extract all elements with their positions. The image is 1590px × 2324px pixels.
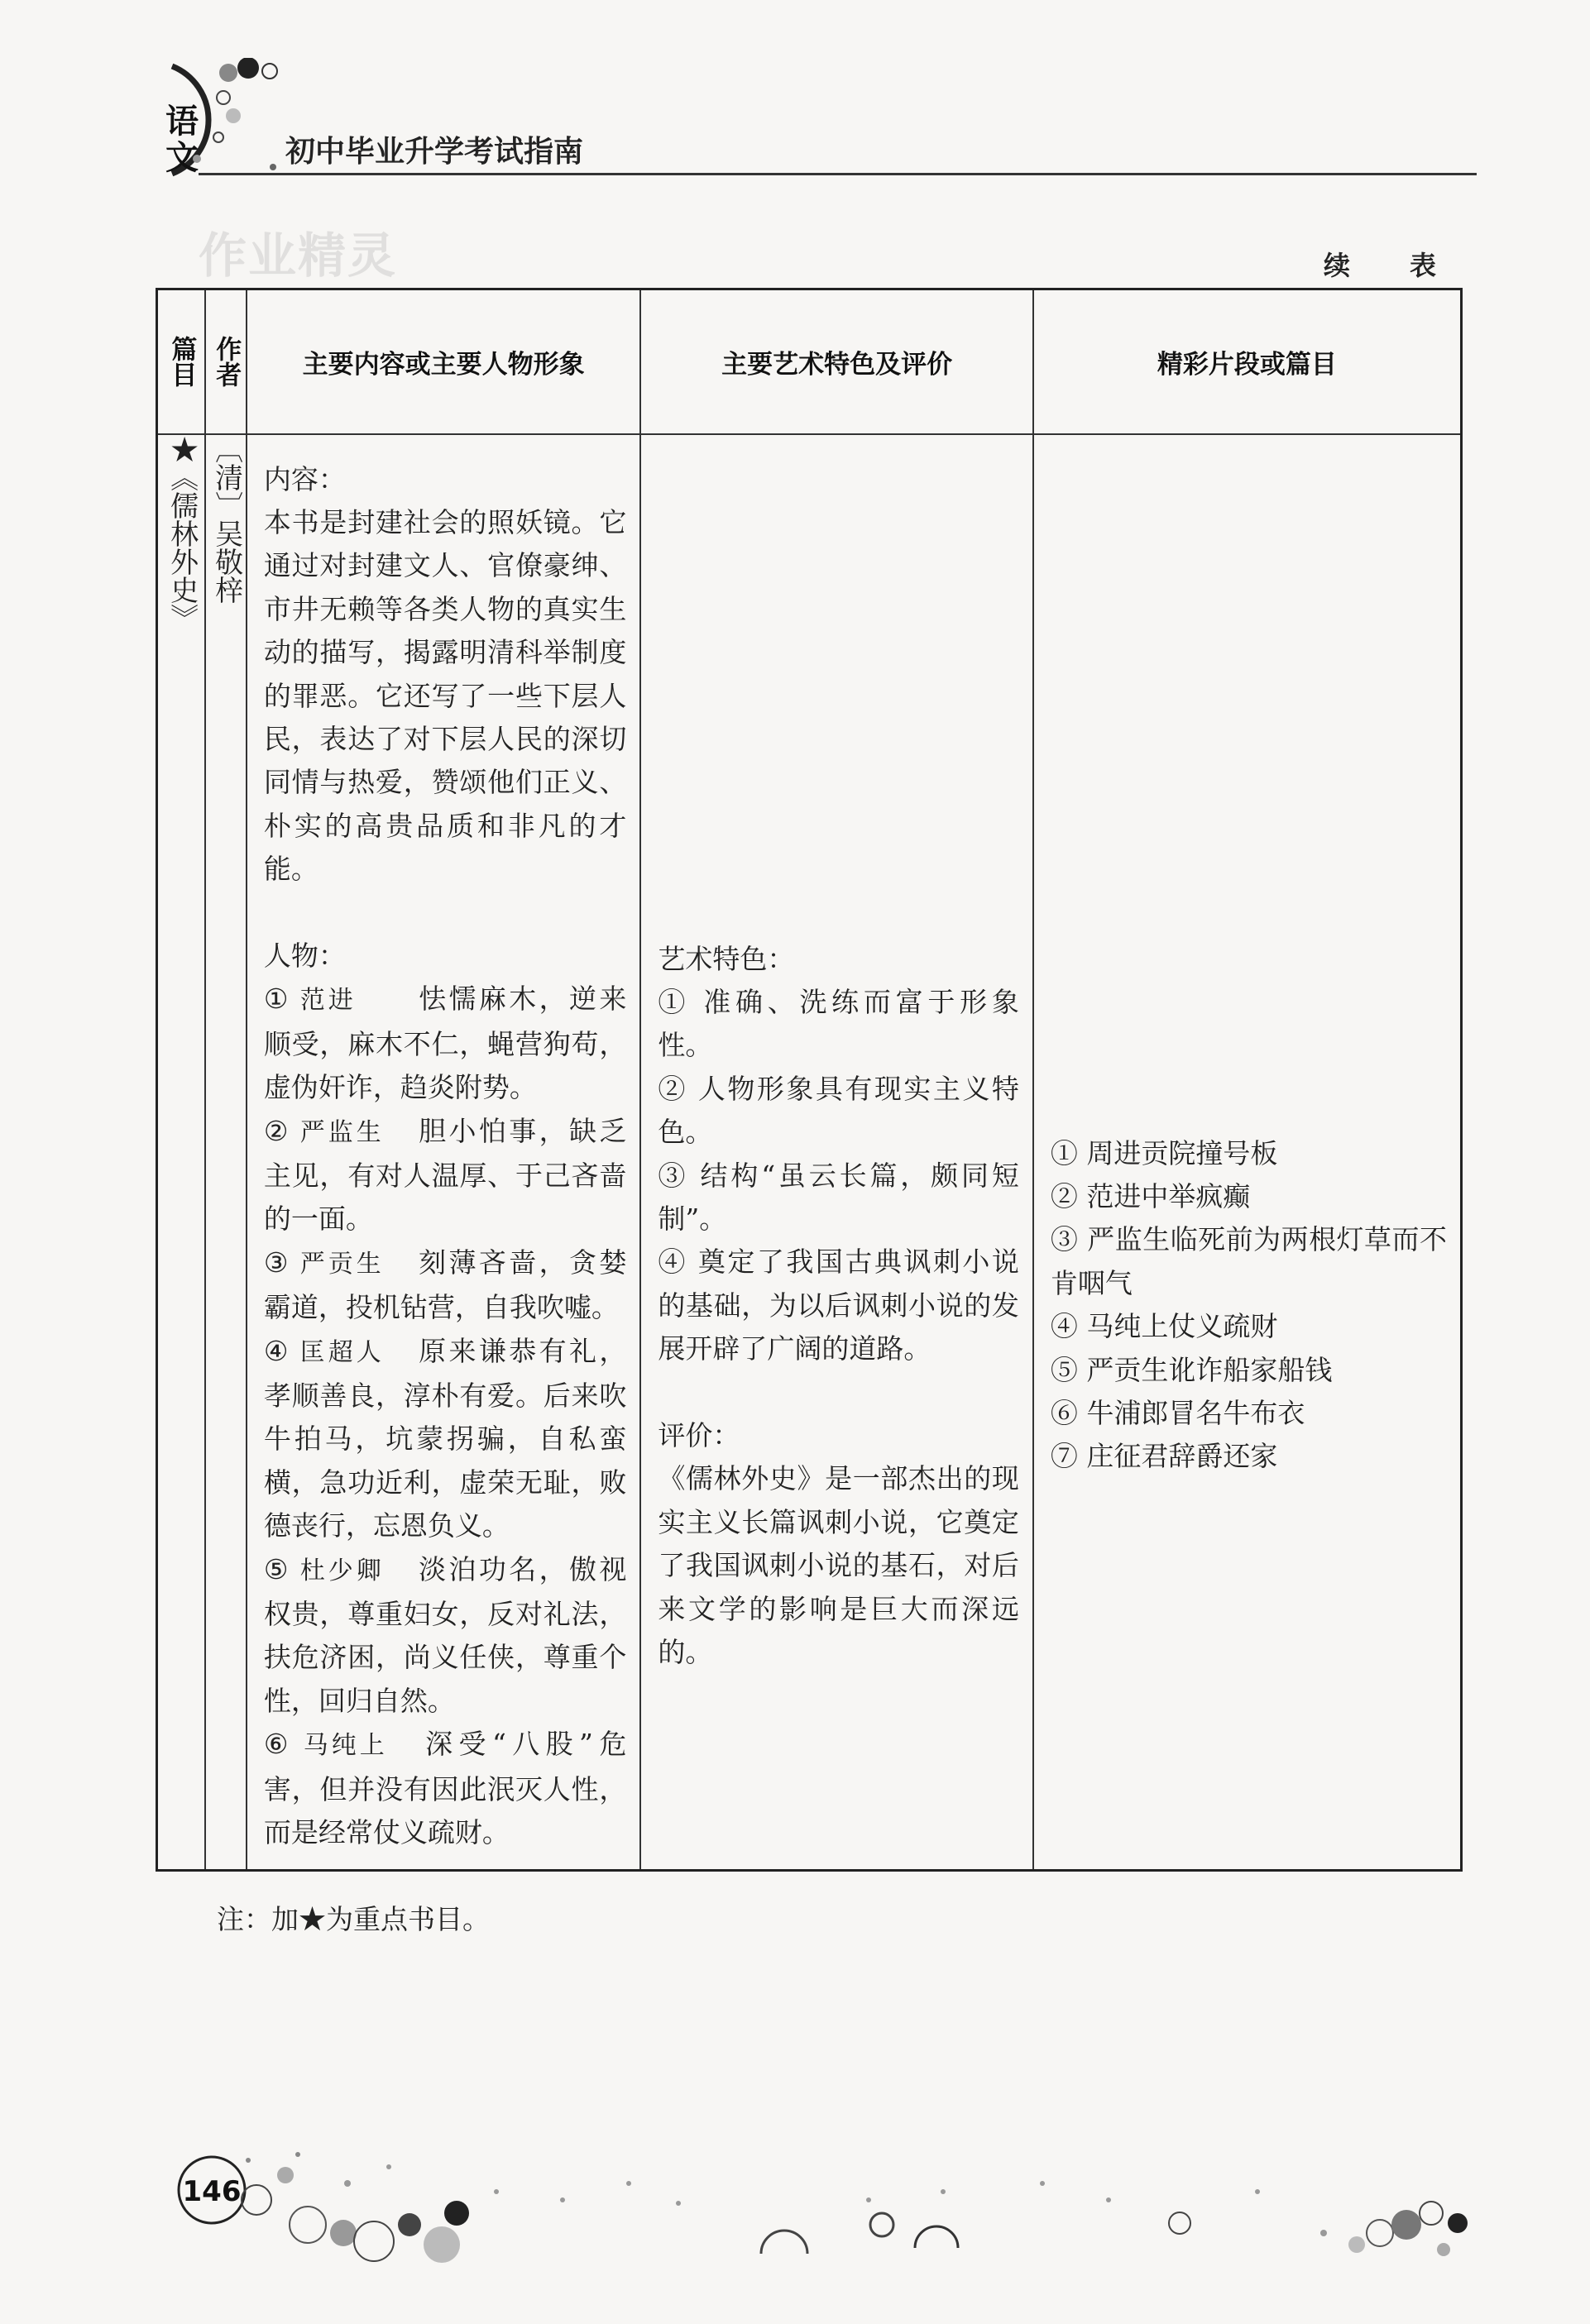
- art-item: ② 人物形象具有现实主义特色。: [658, 1072, 1019, 1149]
- header-art-col: 主要艺术特色及评价: [640, 289, 1033, 434]
- part-item: ⑥ 牛浦郎冒名牛布衣: [1050, 1396, 1305, 1429]
- header-title-col: 篇目: [157, 289, 205, 434]
- author-name: 〔清〕吴敬梓: [209, 434, 243, 604]
- character-name: 马纯上: [303, 1731, 388, 1761]
- table-header-row: [157, 289, 1462, 434]
- header-author-col: 作者: [205, 289, 247, 434]
- parts-cell: [1033, 434, 1462, 1871]
- eval-text: 《儒林外史》是一部杰出的现实主义长篇讽刺小说，它奠定了我国讽刺小说的基石，对后来文学的影响是巨大而深远的。: [658, 1462, 1019, 1668]
- header-content-col: 主要内容或主要人物形象: [247, 289, 641, 434]
- part-item: ③ 严监生临死前为两根灯草而不肯咽气: [1050, 1223, 1447, 1299]
- character-item: ⑤ 杜少卿 淡泊功名，傲视权贵，尊重妇女，反对礼法，扶危济困，尚义任侠，尊重个性，回归自然。: [264, 1548, 627, 1724]
- character-item: ② 严监生 胆小怕事，缺乏主见，有对人温厚、于己吝啬的一面。: [264, 1110, 627, 1241]
- character-name: 匡超人: [299, 1337, 385, 1367]
- subject-label: 语文: [165, 103, 199, 177]
- art-cell: [640, 434, 1033, 1871]
- character-name: 严监生: [299, 1117, 385, 1147]
- part-item: ④ 马纯上仗义疏财: [1050, 1310, 1278, 1343]
- table-row: [157, 434, 1462, 1871]
- author-cell: [205, 434, 247, 1871]
- book-table: [156, 288, 1463, 1872]
- art-item: ④ 奠定了我国古典讽刺小说的基础，为以后讽刺小说的发展开辟了广阔的道路。: [658, 1246, 1019, 1365]
- continued-label: 续 表: [1324, 250, 1454, 281]
- content-label: 内容：: [263, 462, 346, 495]
- eval-label: 评价：: [658, 1418, 740, 1451]
- book-title-cell: [157, 434, 205, 1871]
- watermark: 作业精灵: [199, 227, 398, 284]
- character-name: 杜少卿: [299, 1556, 385, 1585]
- book-name: ★《儒林外史》: [165, 434, 199, 632]
- part-item: ⑦ 庄征君辞爵还家: [1050, 1440, 1278, 1473]
- footnote: 注：加★为重点书目。: [217, 1903, 490, 1935]
- character-item: ④ 匡超人 原来谦恭有礼，孝顺善良，淳朴有爱。后来吹牛拍马，坑蒙拐骗，自私蛮横，急功近利，虚荣无耻，败德丧行，忘恩负义。: [264, 1330, 627, 1548]
- header-parts-col: 精彩片段或篇目: [1033, 289, 1462, 434]
- character-name: 严贡生: [299, 1249, 385, 1279]
- part-item: ① 周进贡院撞号板: [1050, 1136, 1278, 1169]
- character-item: ③ 严贡生 刻薄吝啬，贪婪霸道，投机钻营，自我吹嘘。: [264, 1241, 627, 1330]
- character-item: ⑥ 马纯上 深受“八股”危害，但并没有因此泯灭人性，而是经常仗义疏财。: [264, 1723, 627, 1854]
- page-number: 146: [182, 2175, 242, 2208]
- book-title: 初中毕业升学考试指南: [285, 135, 584, 169]
- art-label: 艺术特色：: [658, 942, 795, 975]
- content-text: 本书是封建社会的照妖镜。它通过对封建文人、官僚豪绅、市井无赖等各类人物的真实生动的描写，揭露明清科举制度的罪恶。它还写了一些下层人民，表达了对下层人民的深切同情与热爱，赞颂他们正义、朴实的高贵品质和非凡的才能。: [263, 505, 627, 886]
- content-cell: [247, 434, 641, 1871]
- character-name: 范进: [299, 986, 357, 1016]
- characters-label: 人物：: [263, 939, 346, 972]
- art-item: ① 准确、洗练而富于形象性。: [658, 985, 1019, 1062]
- character-item: ① 范进 怯懦麻木，逆来顺受，麻木不仁，蝇营狗苟，虚伪奸诈，趋炎附势。: [264, 978, 627, 1109]
- part-item: ② 范进中举疯癫: [1050, 1179, 1251, 1212]
- art-item: ③ 结构“虽云长篇，颇同短制”。: [658, 1159, 1019, 1235]
- part-item: ⑤ 严贡生讹诈船家船钱: [1050, 1353, 1333, 1386]
- header-divider: [199, 173, 1477, 175]
